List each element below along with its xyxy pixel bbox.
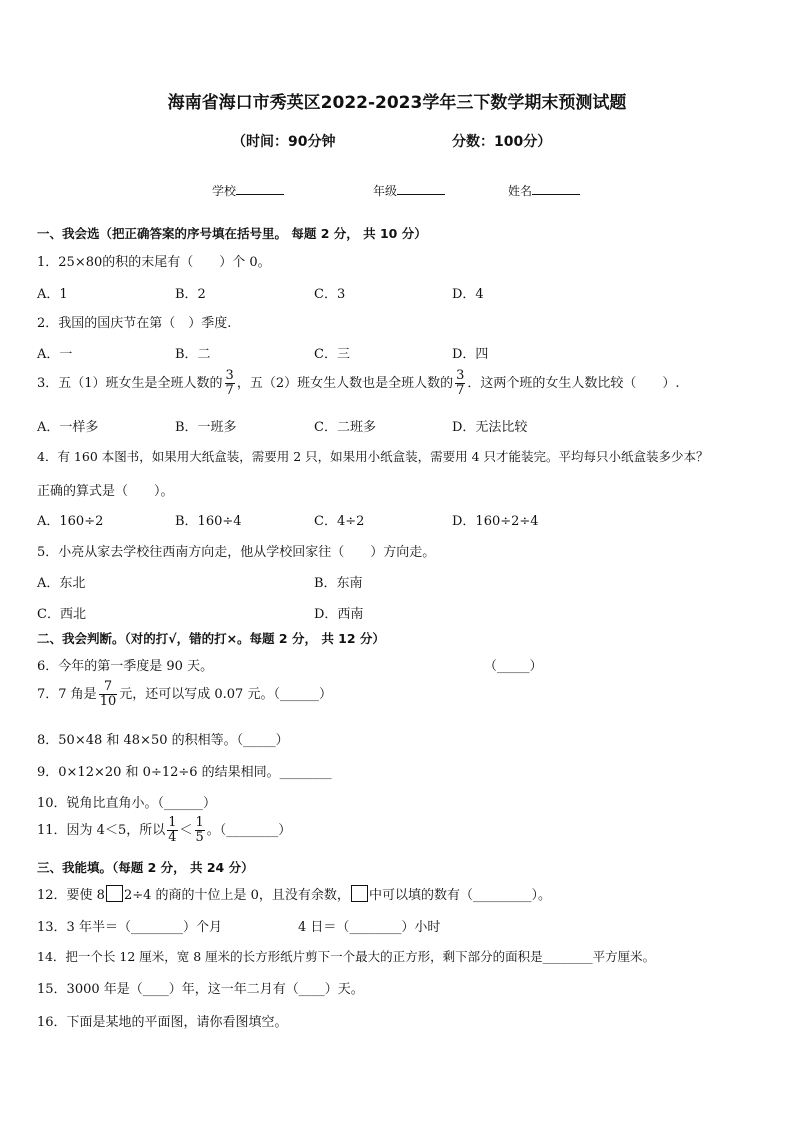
time-label: （时间：90分钟: [232, 134, 336, 150]
q4-option-d[interactable]: D．160÷2÷4: [452, 514, 539, 529]
q3-option-d[interactable]: D．无法比较: [452, 420, 528, 435]
name-label: 姓名: [508, 184, 533, 198]
q15-text: 15．3000 年是（____）年，这一年二月有（____）天。: [37, 982, 364, 997]
q3-fraction-1: [225, 369, 235, 398]
q3-post: ．这两个班的女生人数比较（ ）.: [467, 376, 680, 391]
q13-text-a: 13．3 年半＝（________）个月: [37, 920, 222, 935]
q3-option-b[interactable]: B．一班多: [175, 420, 237, 435]
q12-part-b: 2÷4 的商的十位上是 0，且没有余数，: [123, 888, 350, 903]
q3-text: [37, 369, 680, 398]
section2-header: 二、我会判断。（对的打√，错的打×。每题 2 分， 共 12 分）: [37, 631, 385, 646]
q7-frac-numerator: 7: [99, 680, 118, 695]
q11-frac1-numerator: 1: [168, 815, 177, 830]
q5-option-d[interactable]: D．西南: [314, 607, 364, 622]
q12-part-c: 中可以填的数有（_________）。: [368, 888, 551, 903]
school-label: 学校: [212, 184, 237, 198]
q5-option-a[interactable]: A．东北: [37, 576, 86, 591]
q3-option-c[interactable]: C．二班多: [314, 420, 376, 435]
page-title: 海南省海口市秀英区2022-2023学年三下数学期末预测试题: [167, 93, 627, 113]
q12-box-2[interactable]: [351, 885, 368, 902]
q7-pre: 7．7 角是: [37, 687, 97, 702]
q3-frac2-denominator: 7: [456, 383, 465, 398]
q9-text: 9．0×12×20 和 0÷12÷6 的结果相同。________: [37, 765, 332, 780]
grade-label: 年级: [373, 184, 398, 198]
q1-option-c[interactable]: C．3: [314, 287, 346, 302]
q11-frac1-denominator: 4: [168, 830, 177, 845]
name-blank[interactable]: [532, 181, 580, 195]
q12-text: [37, 884, 551, 903]
q5-option-b[interactable]: B．东南: [314, 576, 363, 591]
q7-fraction: [99, 680, 118, 709]
q5-text: 5．小亮从家去学校往西南方向走，他从学校回家往（ ）方向走。: [37, 545, 436, 560]
q3-pre: 3．五（1）班女生是全班人数的: [37, 376, 223, 391]
q11-fraction-1: [167, 816, 177, 845]
q1-text: 1．25×80的积的末尾有（ ）个 0。: [37, 255, 271, 270]
q12-part-a: 12．要使 8: [37, 888, 105, 903]
q7-text: [37, 680, 332, 709]
q12-box-1[interactable]: [106, 885, 123, 902]
section1-header: 一、我会选（把正确答案的序号填在括号里。 每题 2 分， 共 10 分）: [37, 226, 427, 241]
q11-frac2-numerator: 1: [195, 815, 204, 830]
q11-frac2-denominator: 5: [195, 830, 204, 845]
name-field: [508, 181, 580, 199]
q4-option-a[interactable]: A．160÷2: [37, 514, 104, 529]
q11-text: [37, 816, 291, 845]
q3-frac1-numerator: 3: [225, 368, 234, 383]
q4-option-b[interactable]: B．160÷4: [175, 514, 242, 529]
q11-fraction-2: [195, 816, 205, 845]
school-blank[interactable]: [236, 181, 284, 195]
q1-option-a[interactable]: A．1: [37, 287, 68, 302]
q7-frac-denominator: 10: [99, 694, 117, 709]
q3-mid: ，五（2）班女生人数也是全班人数的: [236, 376, 454, 391]
q3-frac1-denominator: 7: [225, 383, 234, 398]
q1-option-b[interactable]: B．2: [175, 287, 206, 302]
grade-blank[interactable]: [397, 181, 445, 195]
q1-option-d[interactable]: D．4: [452, 287, 484, 302]
q8-text: 8．50×48 和 48×50 的积相等。（_____）: [37, 733, 289, 748]
q3-fraction-2: [455, 369, 465, 398]
q13-text-b: 4 日＝（________）小时: [298, 920, 441, 935]
q16-text: 16．下面是某地的平面图，请你看图填空。: [37, 1015, 288, 1030]
grade-field: [373, 181, 445, 199]
q6-answer-blank[interactable]: （_____）: [484, 659, 543, 674]
q3-option-a[interactable]: A．一样多: [37, 420, 99, 435]
q4-text-line1: 4．有 160 本图书，如果用大纸盒装，需要用 2 只，如果用小纸盒装，需要用 4 只才能装完。平均每只小纸盒装多少本？: [37, 449, 709, 464]
q3-frac2-numerator: 3: [456, 368, 465, 383]
q14-text: 14．把一个长 12 厘米，宽 8 厘米的长方形纸片剪下一个最大的正方形，剩下部分的面积是________平方厘米。: [37, 949, 656, 964]
q10-text: 10．锐角比直角小。（______）: [37, 796, 217, 811]
score-label: 分数：100分）: [452, 134, 552, 150]
q4-text-line2: 正确的算式是（ ）。: [37, 484, 174, 499]
q2-option-c[interactable]: C．三: [314, 347, 350, 362]
q6-text: 6．今年的第一季度是 90 天。: [37, 659, 214, 674]
section3-header: 三、我能填。（每题 2 分， 共 24 分）: [37, 860, 254, 875]
q7-post: 元，还可以写成 0.07 元。（______）: [119, 687, 332, 702]
q2-option-a[interactable]: A．一: [37, 347, 73, 362]
q11-less-than: ＜: [179, 823, 193, 838]
q2-text: 2．我国的国庆节在第（ ）季度.: [37, 316, 232, 331]
school-field: [212, 181, 284, 199]
q5-option-c[interactable]: C．西北: [37, 607, 86, 622]
q11-post: 。（________）: [206, 823, 292, 838]
q2-option-b[interactable]: B．二: [175, 347, 211, 362]
q2-option-d[interactable]: D．四: [452, 347, 489, 362]
q4-option-c[interactable]: C．4÷2: [314, 514, 365, 529]
q11-pre: 11．因为 4＜5，所以: [37, 823, 166, 838]
